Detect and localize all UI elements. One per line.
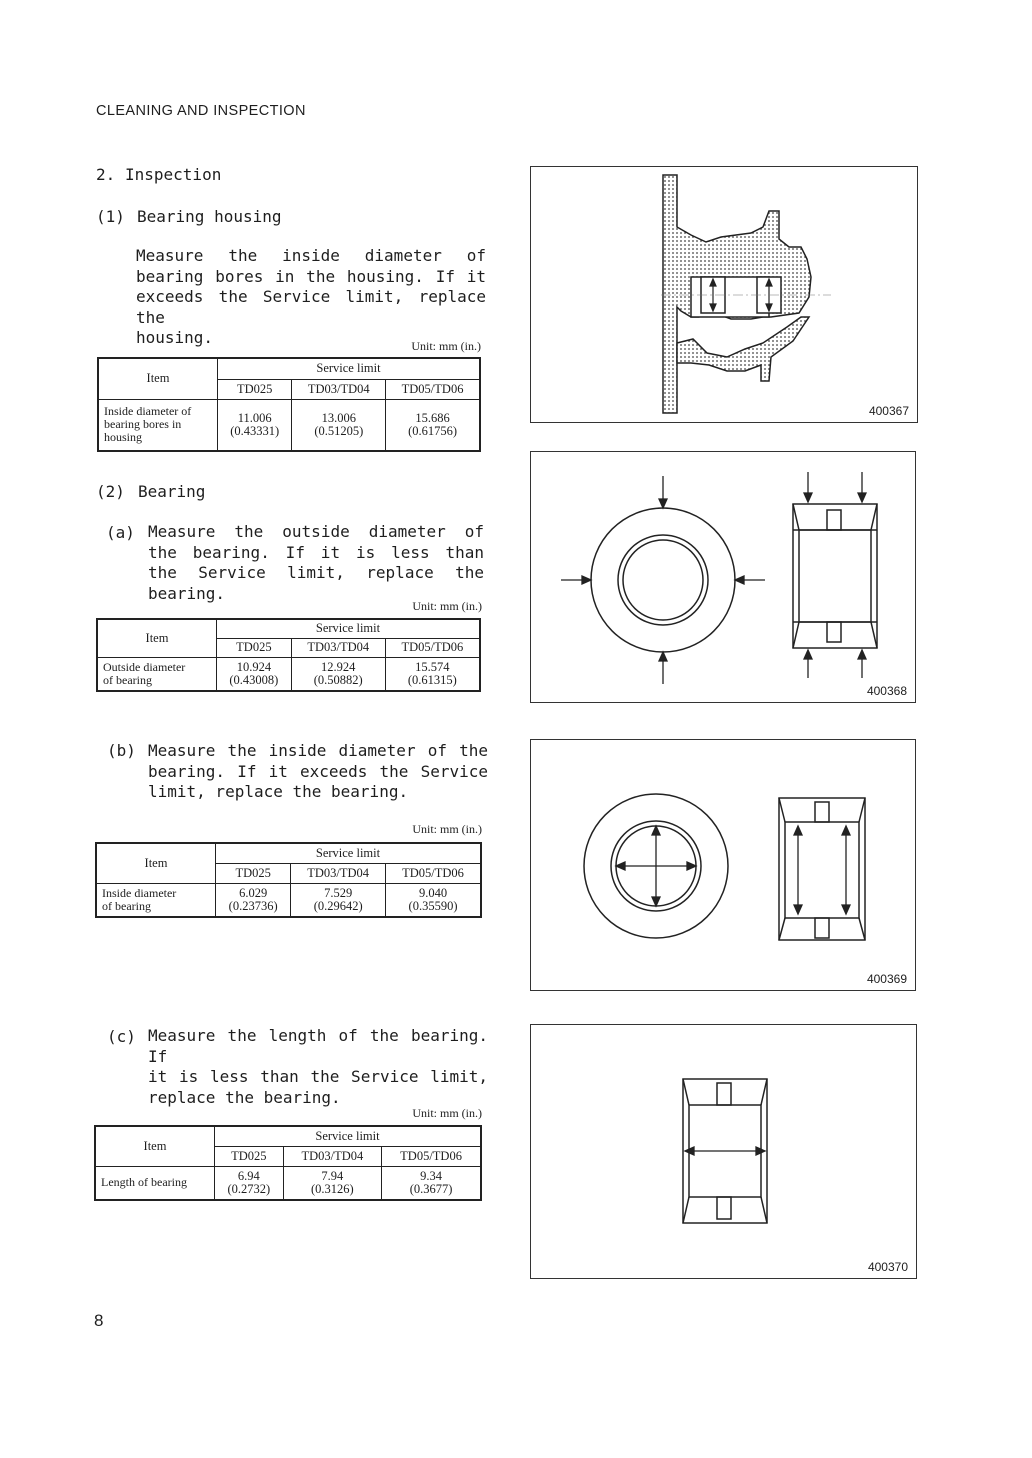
value-cell: 12.924 (0.50882) bbox=[291, 657, 385, 691]
section-number: 2. bbox=[96, 165, 116, 184]
bearing-od-drawing bbox=[531, 452, 915, 702]
section-title: Inspection bbox=[125, 165, 222, 184]
row-label: Inside diameter of bearing bbox=[96, 883, 216, 917]
figure-housing bbox=[530, 166, 918, 423]
col-header: TD03/TD04 bbox=[291, 638, 385, 657]
housing-section-drawing bbox=[531, 167, 917, 422]
col-header: TD025 bbox=[218, 379, 292, 399]
spec-table-2 bbox=[96, 618, 481, 692]
a-paragraph: Measure the outside diameter of the bearing. If it is less than the Service limit, replace the bearing. bbox=[148, 522, 484, 603]
sub1-title: Bearing housing bbox=[137, 207, 282, 226]
item-header: Item bbox=[96, 843, 216, 883]
service-limit-header: Service limit bbox=[216, 843, 482, 863]
col-header: TD03/TD04 bbox=[292, 379, 386, 399]
col-header: TD03/TD04 bbox=[291, 863, 386, 883]
col-header: TD025 bbox=[216, 863, 291, 883]
figure-inside-diameter bbox=[530, 739, 916, 991]
item-header: Item bbox=[97, 619, 217, 657]
spec-table-3 bbox=[95, 842, 482, 918]
figure-number: 400368 bbox=[866, 684, 907, 698]
unit-note-1: Unit: mm (in.) bbox=[411, 339, 481, 353]
sub2-number: (2) bbox=[96, 482, 125, 501]
value-cell: 10.924 (0.43008) bbox=[217, 657, 292, 691]
value-cell: 15.686 (0.61756) bbox=[386, 399, 480, 451]
bearing-length-drawing bbox=[531, 1025, 916, 1278]
col-header: TD03/TD04 bbox=[283, 1146, 382, 1166]
col-header: TD05/TD06 bbox=[386, 379, 480, 399]
col-header: TD025 bbox=[215, 1146, 284, 1166]
figure-number: 400367 bbox=[868, 404, 909, 418]
item-header: Item bbox=[95, 1126, 215, 1166]
value-cell: 9.040 (0.35590) bbox=[386, 883, 481, 917]
spec-table-1 bbox=[97, 357, 481, 452]
row-label: Length of bearing bbox=[95, 1166, 215, 1200]
figure-length bbox=[530, 1024, 917, 1279]
b-paragraph: Measure the inside diameter of the bearing. If it exceeds the Service limit, replace the bearing. bbox=[148, 741, 488, 801]
unit-note-3: Unit: mm (in.) bbox=[412, 822, 482, 836]
spec-table-4 bbox=[94, 1125, 482, 1201]
c-label: (c) bbox=[107, 1027, 136, 1046]
value-cell: 9.34 (0.3677) bbox=[382, 1166, 481, 1200]
value-cell: 7.529 (0.29642) bbox=[291, 883, 386, 917]
b-label: (b) bbox=[107, 741, 136, 760]
unit-note-2: Unit: mm (in.) bbox=[412, 599, 482, 613]
value-cell: 15.574 (0.61315) bbox=[385, 657, 480, 691]
col-header: TD05/TD06 bbox=[382, 1146, 481, 1166]
row-label: Inside diameter of bearing bores in housing bbox=[98, 399, 218, 451]
service-limit-header: Service limit bbox=[217, 619, 481, 638]
figure-outside-diameter bbox=[530, 451, 916, 703]
unit-note-4: Unit: mm (in.) bbox=[412, 1106, 482, 1120]
service-limit-header: Service limit bbox=[215, 1126, 482, 1146]
sub1-number: (1) bbox=[96, 207, 125, 226]
col-header: TD05/TD06 bbox=[385, 638, 480, 657]
value-cell: 6.94 (0.2732) bbox=[215, 1166, 284, 1200]
sub2-title: Bearing bbox=[138, 482, 206, 501]
row-label: Outside diameter of bearing bbox=[97, 657, 217, 691]
c-paragraph: Measure the length of the bearing. If it is less than the Service limit, replace the bearing. bbox=[148, 1026, 488, 1107]
value-cell: 13.006 (0.51205) bbox=[292, 399, 386, 451]
item-header: Item bbox=[98, 358, 218, 399]
figure-number: 400370 bbox=[867, 1260, 908, 1274]
value-cell: 6.029 (0.23736) bbox=[216, 883, 291, 917]
page-number: 8 bbox=[94, 1311, 104, 1330]
col-header: TD05/TD06 bbox=[386, 863, 481, 883]
bearing-id-drawing bbox=[531, 740, 915, 990]
col-header: TD025 bbox=[217, 638, 292, 657]
a-label: (a) bbox=[106, 523, 135, 542]
service-limit-header: Service limit bbox=[218, 358, 481, 379]
value-cell: 11.006 (0.43331) bbox=[218, 399, 292, 451]
value-cell: 7.94 (0.3126) bbox=[283, 1166, 382, 1200]
page-header: CLEANING AND INSPECTION bbox=[96, 103, 306, 119]
sub1-paragraph: Measure the inside diameter of bearing bores in the housing. If it exceeds the Service limit, replace the housing. bbox=[136, 246, 486, 347]
figure-number: 400369 bbox=[866, 972, 907, 986]
